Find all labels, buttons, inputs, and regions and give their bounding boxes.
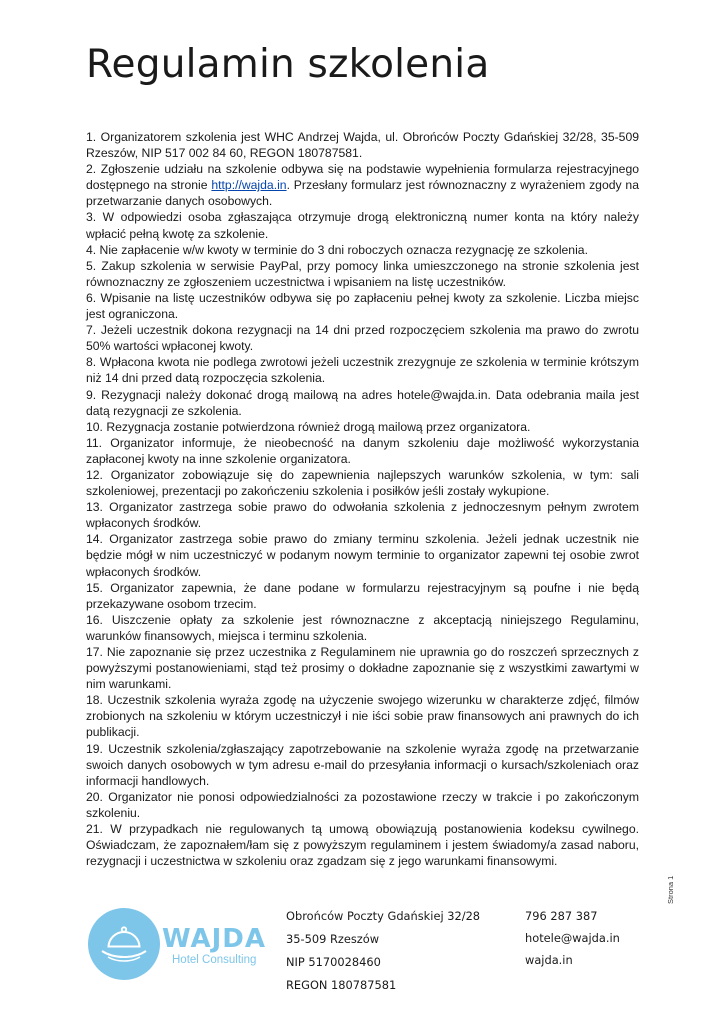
rule-item: 4. Nie zapłacenie w/w kwoty w terminie do 3 dni roboczych oznacza rezygnację ze szkolenia. <box>86 242 588 257</box>
rule-text: 2. Zgłoszenie udziału na szkolenie odbywa się na podstawie wypełnienia formularza rejestracyjnego dostępnego na stronie <box>86 162 639 193</box>
service-bell-icon <box>98 920 150 968</box>
address-street: Obrońców Poczty Gdańskiej 32/28 <box>286 909 481 923</box>
page-number <box>666 868 706 908</box>
rule-item: 19. Uczestnik szkolenia/zgłaszający zapotrzebowanie na szkolenie wyraża zgodę na przetwarzanie swoich danych osobowych w tym adresu e-mail do przesyłania informacji o kursach/szkoleniach oraz informacji handlowych. <box>86 741 639 788</box>
rule-item: 5. Zakup szkolenia w serwisie PayPal, przy pomocy linka umieszczonego na stronie szkolenia jest równoznaczny ze zgłoszeniem uczestnictwa i wpisaniem na listę uczestników. <box>86 258 639 289</box>
page-title: Regulamin szkolenia <box>86 42 490 87</box>
contact-website: wajda.in <box>525 953 573 967</box>
address-regon: REGON 180787581 <box>286 978 397 992</box>
rule-item: 8. Wpłacona kwota nie podlega zwrotowi jeżeli uczestnik zrezygnuje ze szkolenia w terminie krótszym niż 14 dni przed datą rozpoczęcia szkolenia. <box>86 355 639 386</box>
footer-contact <box>525 909 620 975</box>
rule-item: 16. Uiszczenie opłaty za szkolenie jest równoznaczne z akceptacją niniejszego Regulaminu, warunków finansowych, miejsca i terminu szkolenia. <box>86 612 639 643</box>
page-number-label: Strona 1 <box>666 875 675 904</box>
address-city: 35-509 Rzeszów <box>286 932 380 946</box>
contact-email: hotele@wajda.in <box>525 931 620 945</box>
rules-list <box>86 129 639 869</box>
rule-item: 17. Nie zapoznanie się przez uczestnika z Regulaminem nie uprawnia go do roszczeń sprzecznych z powyższymi postanowieniami, stąd też prosimy o dokładne zapoznanie się z wszystkimi zawartymi w nim warunkami. <box>86 645 639 692</box>
rule-item: 7. Jeżeli uczestnik dokona rezygnacji na 14 dni przed rozpoczęciem szkolenia ma prawo do zwrotu 50% wartości wpłaconej kwoty. <box>86 323 639 354</box>
company-logo <box>88 908 278 988</box>
rule-text-suffix: . Przesłany formularz jest równoznaczny z wyrażeniem zgody na przetwarzanie danych osobowych. <box>86 178 639 209</box>
footer-address <box>286 909 480 1001</box>
rule-item: 9. Rezygnacji należy dokonać drogą mailową na adres hotele@wajda.in. Data odebrania maila jest datą rezygnacji ze szkolenia. <box>86 387 639 418</box>
rule-item: 15. Organizator zapewnia, że dane podane w formularzu rejestracyjnym są poufne i nie będą przekazywane osobom trzecim. <box>86 580 639 611</box>
contact-phone: 796 287 387 <box>525 909 598 923</box>
rule-item: 1. Organizatorem szkolenia jest WHC Andrzej Wajda, ul. Obrońców Poczty Gdańskiej 32/28, 35-509 Rzeszów, NIP 517 002 84 60, REGON 180787581. <box>86 130 639 161</box>
rule-item: 18. Uczestnik szkolenia wyraża zgodę na użyczenie swojego wizerunku w charakterze zdjęć, filmów zrobionych na szkoleniu w którym uczestniczył i nie iści sobie praw finansowych ani prawnych do ich publikacji. <box>86 693 639 740</box>
rule-item: 11. Organizator informuje, że nieobecność na danym szkoleniu daje możliwość wykorzystania zapłaconej kwoty na inne szkolenie organizatora. <box>86 435 639 466</box>
rule-item: 3. W odpowiedzi osoba zgłaszająca otrzymuje drogą elektroniczną numer konta na który należy wpłacić pełną kwotę za szkolenie. <box>86 210 639 241</box>
rule-item <box>86 161 639 209</box>
rule-item: 21. W przypadkach nie regulowanych tą umową obowiązują postanowienia kodeksu cywilnego. Oświadczam, że zapoznałem/łam się z powyższym regulaminem i jestem świadomy/a zasad naboru, rezygnacji i uczestnictwa w szkoleniu oraz zgadzam się z jego warunkami finansowymi. <box>86 822 639 869</box>
website-link[interactable]: http://wajda.in <box>211 178 287 193</box>
rule-item: 10. Rezygnacja zostanie potwierdzona również drogą mailową przez organizatora. <box>86 419 531 434</box>
logo-tagline: Hotel Consulting <box>172 954 257 966</box>
rule-item: 6. Wpisanie na listę uczestników odbywa się po zapłaceniu pełnej kwoty za szkolenie. Liczba miejsc jest ograniczona. <box>86 290 639 322</box>
logo-name: WAJDA <box>162 924 267 954</box>
rule-item: 20. Organizator nie ponosi odpowiedzialności za pozostawione rzeczy w trakcie i po zakończonym szkoleniu. <box>86 789 639 820</box>
address-nip: NIP 5170028460 <box>286 955 381 969</box>
rule-item: 13. Organizator zastrzega sobie prawo do odwołania szkolenia z jednoczesnym pełnym zwrotem wpłaconych środków. <box>86 500 639 531</box>
logo-circle <box>88 908 160 980</box>
rule-item: 12. Organizator zobowiązuje się do zapewnienia najlepszych warunków szkolenia, w tym: sali szkoleniowej, prezentacji po zakończeniu szkolenia i posiłków jeśli zostały wykupione. <box>86 467 639 499</box>
rule-item: 14. Organizator zastrzega sobie prawo do zmiany terminu szkolenia. Jeżeli jednak uczestnik nie będzie mógł w nim uczestniczyć w podanym nowym terminie to organizator zapewni tej osobie zwrot wpłaconych środków. <box>86 532 639 579</box>
